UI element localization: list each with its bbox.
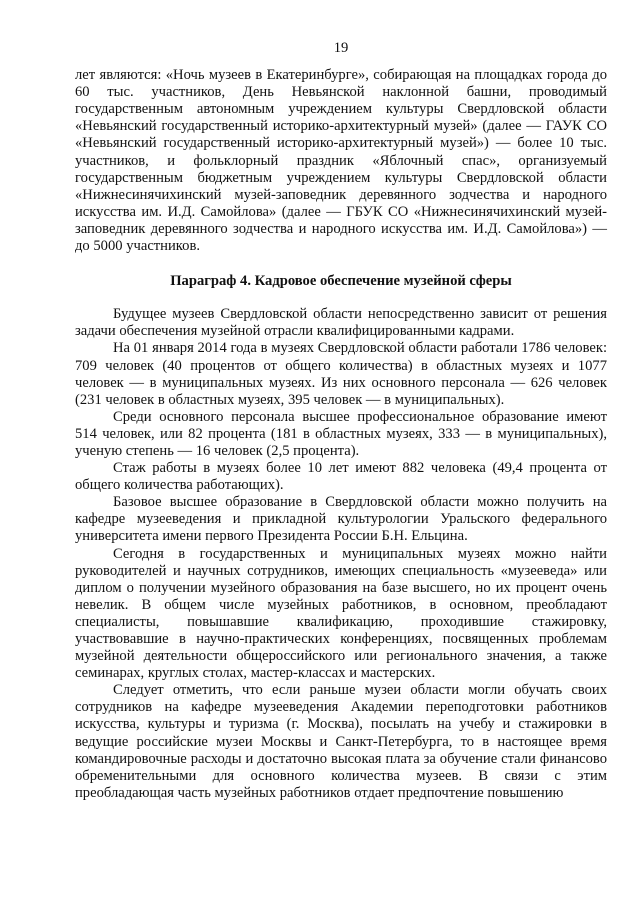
- paragraph: Базовое высшее образование в Свердловской области можно получить на кафедре музееведения и прикладной культурологии Уральского федерального университета имени первого Президента России Б.Н. Ельцина.: [75, 494, 607, 545]
- page-number: 19: [333, 40, 349, 56]
- paragraph-continued: лет являются: «Ночь музеев в Екатеринбурге», собирающая на площадках города до 60 тыс. участников, День Невьянской наклонной башни, проводимый государственным автономным учреждением культуры Свердловской области «Невьянский государственный историко-архитектурный музей» (далее — ГАУК СО «Невьянский государственный историко-архитектурный музей») — более 10 тыс. участников, и фольклорный праздник «Яблочный спас», организуемый государственным бюджетным учреждением культуры Свердловской области «Нижнесинячихинский музей-заповедник деревянного зодчества и народного искусства им. И.Д. Самойлова» (далее — ГБУК СО «Нижнесинячихинский музей-заповедник деревянного зодчества и народного искусства им. И.Д. Самойлова») — до 5000 участников.: [75, 67, 607, 255]
- paragraph: Сегодня в государственных и муниципальных музеях можно найти руководителей и научных сотрудников, имеющих специальность «музееведа» или диплом о получении музейного образования на базе высшего, но их процент очень невелик. В общем числе музейных работников, в основном, преобладают специалисты, повышавшие квалификацию, проходившие стажировку, участвовавшие в научно-практических конференциях, посвященных проблемам музейной деятельности общероссийского или регионального значения, а также семинарах, круглых столах, мастер-классах и мастерских.: [75, 545, 607, 682]
- section-heading: Параграф 4. Кадровое обеспечение музейной сферы: [170, 273, 512, 290]
- paragraph: Следует отметить, что если раньше музеи области могли обучать своих сотрудников на кафедре музееведения Академии переподготовки работников искусства, культуры и туризма (г. Москва), посылать на учебу и стажировки в ведущие российские музеи Москвы и Санкт-Петербурга, то в настоящее время командировочные расходы и достаточно высокая плата за обучение стали финансово обременительными для основного количества музеев. В связи с этим преобладающая часть музейных работников отдает предпочтение повышению: [75, 682, 607, 801]
- document-page: [75, 40, 607, 802]
- paragraph: Среди основного персонала высшее профессиональное образование имеют 514 человек, или 82 процента (181 в областных музеях, 333 — в муниципальных), ученую степень — 16 человек (2,5 процента).: [75, 408, 607, 459]
- paragraph: Стаж работы в музеях более 10 лет имеют 882 человека (49,4 процента от общего количества работающих).: [75, 460, 607, 494]
- paragraph: Будущее музеев Свердловской области непосредственно зависит от решения задачи обеспечения музейной отрасли квалифицированными кадрами.: [75, 306, 607, 340]
- paragraph: На 01 января 2014 года в музеях Свердловской области работали 1786 человек: 709 человек (40 процентов от общего количества) в областных музеях и 1077 человек — в муниципальных музеях. Из них основного персонала — 626 человек (231 человек в областных музеях, 395 человек — в муниципальных).: [75, 340, 607, 408]
